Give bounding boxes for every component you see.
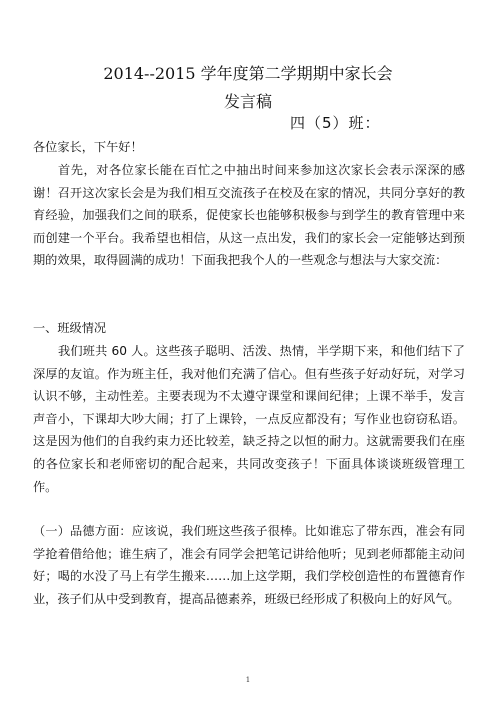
greeting: 各位家长，下午好！ bbox=[33, 140, 143, 154]
paragraph-intro: 首先，对各位家长能在百忙之中抽出时间来参加这次家长会表示深深的感谢！召开这次家长会是为我们相互交流孩子在校及在家的情况，共同分享好的教育经验，加强我们之间的联系，促使家长也能够积极参与到学生的教育管理中来而创建一个平台。我希望也相信，从这一点出发，我们的家长会一定能够达到预期的效果，取得圆满的成功！下面我把我个人的一些观念与想法与大家交流： bbox=[33, 163, 465, 268]
document-title-line2: 发言稿 bbox=[223, 92, 272, 111]
page-number: 1 bbox=[245, 676, 251, 684]
class-label: 四（5）班： bbox=[290, 114, 381, 132]
paragraph-class-situation: 我们班共 60 人。这些孩子聪明、活泼、热情，半学期下来，和他们结下了深厚的友谊。作为班主任，我对他们充满了信心。但有些孩子好动好玩，对学习认识不够，主动性差。主要表现为不太遵守课堂和课间纪律；上课不举手，发言声音小，下课却大吵大闹；打了上课铃，一点反应都没有；写作业也窃窃私语。这是因为他们的自我约束力还比较差，缺乏持之以恒的耐力。这就需要我们在座的各位家长和老师密切的配合起来，共同改变孩子！下面具体谈谈班级管理工作。 bbox=[33, 344, 465, 494]
section-heading-class-situation: 一、班级情况 bbox=[33, 321, 107, 335]
paragraph-morality: （一）品德方面：应该说，我们班这些孩子很棒。比如谁忘了带东西，准会有同学抢着借给他；谁生病了，准会有同学会把笔记讲给他听；见到老师都能主动问好；喝的水没了马上有学生搬来……加上这学期，我们学校创造性的布置德育作业，孩子们从中受到教育，提高品德素养，班级已经形成了积极向上的好风气。 bbox=[33, 524, 465, 606]
document-title-line1: 2014--2015 学年度第二学期期中家长会 bbox=[103, 64, 393, 83]
